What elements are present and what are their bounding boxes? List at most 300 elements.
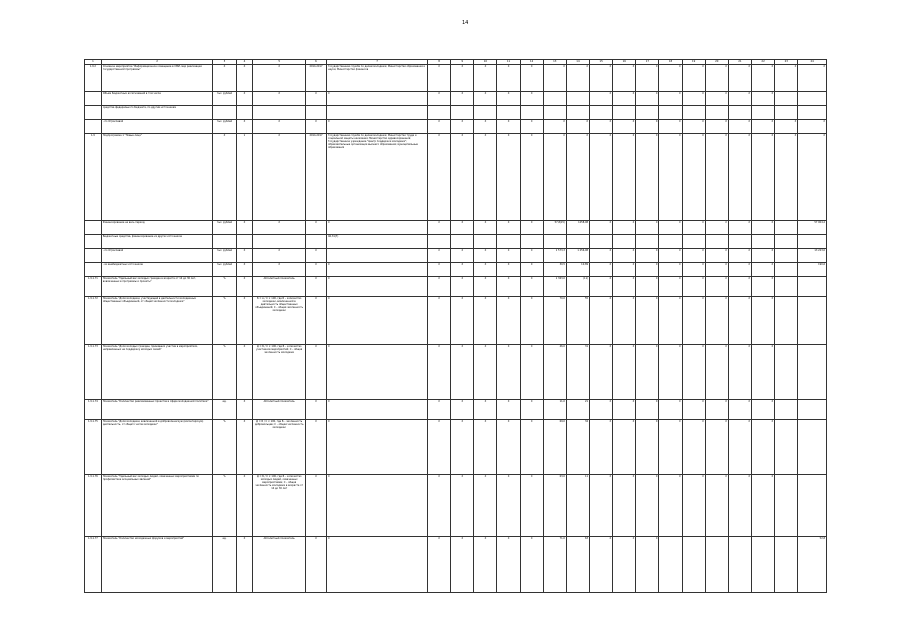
table-cell: Х (682, 263, 705, 277)
table-cell: Х (543, 65, 566, 92)
table-cell: Х (451, 134, 474, 221)
table-cell: Х (682, 65, 705, 92)
table-cell: Х (428, 249, 451, 263)
table-cell: Х (451, 263, 474, 277)
table-cell: Х (327, 475, 428, 537)
table-cell: Х (451, 537, 474, 593)
table-cell: Х (305, 120, 326, 134)
row-title-cell: Показатель "Количество молодежных форумов и мероприятий" (101, 537, 213, 593)
table-cell: 57,8(15) (543, 221, 566, 235)
row-title-cell: Основное мероприятие "Информационное освещение в СМИ, мер реализации государственной программы" (101, 65, 213, 92)
table-cell: Х (253, 221, 306, 235)
table-cell: Х (636, 297, 659, 345)
table-row (85, 235, 827, 249)
table-cell: Х (451, 221, 474, 235)
column-number-cell: 22 (752, 60, 775, 65)
table-cell: Х (428, 537, 451, 593)
row-code-cell (85, 235, 102, 249)
row-title-cell: Показатель "Доля молодежи, вовлеченной в добровольческую (волонтерскую) деятельность, от общего числа молодежи" (101, 420, 213, 475)
table-cell: Х (659, 277, 682, 297)
row-code-cell: 1.9.1.Г5 (85, 420, 102, 475)
table-cell: Х (451, 92, 474, 106)
table-cell: Х (682, 420, 705, 475)
table-cell (543, 92, 566, 106)
table-cell: Х (236, 420, 253, 475)
table-cell: Х (327, 297, 428, 345)
table-cell: % (213, 475, 236, 537)
table-cell (775, 221, 798, 235)
table-cell: Х (682, 249, 705, 263)
table-cell (613, 106, 636, 120)
table-cell (566, 235, 589, 249)
table-cell: Х (253, 249, 306, 263)
table-row (85, 345, 827, 400)
row-code-cell (85, 221, 102, 235)
table-cell: Х (590, 120, 613, 134)
table-cell (543, 106, 566, 120)
table-cell: Х (659, 400, 682, 420)
row-code-cell: 1.9.2 (85, 65, 102, 92)
table-cell: Х (497, 537, 520, 593)
table-cell: Х (613, 249, 636, 263)
row-title-cell: Показатель "Количество реализованных проектов в сфере молодежной политики" (101, 400, 213, 420)
table-cell: 52,8 (798, 537, 827, 593)
table-cell: Х (728, 400, 751, 420)
table-cell: Х (497, 420, 520, 475)
column-number-cell: 6 (305, 60, 326, 65)
column-number-cell: 16 (613, 60, 636, 65)
table-cell: Х (728, 120, 751, 134)
row-code-cell: 1.9.1.Г7 (85, 537, 102, 593)
table-cell: Х (236, 297, 253, 345)
table-cell (775, 475, 798, 537)
table-cell: Х (636, 475, 659, 537)
table-cell: 57 004,2 (798, 221, 827, 235)
table-cell: Х (775, 65, 798, 92)
table-cell (253, 106, 306, 120)
table-cell: 11,0 (543, 400, 566, 420)
table-cell: Х (590, 537, 613, 593)
table-cell: Х (497, 400, 520, 420)
table-cell: Х (798, 65, 827, 92)
table-cell: ед. (213, 400, 236, 420)
table-cell: Х (451, 120, 474, 134)
table-cell: Б = А / С × 100, где Б – количество молодежи, вовлеченной в деятельность общественных объединений; С – общая численность молодежи (253, 297, 306, 345)
table-cell: Х (451, 475, 474, 537)
table-row (85, 277, 827, 297)
table-cell (236, 235, 253, 249)
table-cell: Х (752, 92, 775, 106)
table-cell: Х (520, 420, 543, 475)
table-cell: Х (451, 297, 474, 345)
table-cell: Х (305, 297, 326, 345)
table-cell: Х (236, 400, 253, 420)
table-cell: Х (236, 92, 253, 106)
table-cell: % (213, 277, 236, 297)
table-cell: Х (520, 249, 543, 263)
table-cell: Х (590, 277, 613, 297)
table-cell: 2014-2017 (305, 65, 326, 92)
table-cell: Х (497, 134, 520, 221)
table-cell: Х (305, 537, 326, 593)
column-number-cell: 10 (474, 60, 497, 65)
table-cell (497, 106, 520, 120)
table-cell (728, 537, 751, 593)
table-cell: Х (705, 297, 728, 345)
table-cell: 199,6 (798, 263, 827, 277)
table-cell: % (213, 297, 236, 345)
table-cell: Х (775, 120, 798, 134)
row-code-cell (85, 120, 102, 134)
table-cell: Х (474, 297, 497, 345)
column-number-cell: 5 (253, 60, 306, 65)
table-cell: 1 256,08 (566, 249, 589, 263)
table-cell (613, 235, 636, 249)
row-code-cell: 1.9.1.Г2 (85, 297, 102, 345)
table-row (85, 221, 827, 235)
table-cell: Х (752, 345, 775, 400)
table-cell: 11 (566, 475, 589, 537)
row-code-cell: 1.9.1.Г4 (85, 400, 102, 420)
table-cell: Х (305, 221, 326, 235)
table-cell (752, 235, 775, 249)
table-cell (775, 235, 798, 249)
table-cell (752, 106, 775, 120)
table-cell: Х (497, 297, 520, 345)
table-cell: Государственная служба по делам молодежи; Министерство труда и социальной защиты населения; Министерство здравоохранения; Государственное учреждение "Центр поддержки молодежи"; образовательные организации высшего образования; муниципальные образования (327, 134, 428, 221)
table-cell: Х (497, 345, 520, 400)
row-title-cell: Финансирование на весь период (101, 221, 213, 235)
table-cell (636, 235, 659, 249)
table-cell: Х (636, 65, 659, 92)
table-cell: 1 (236, 134, 253, 221)
table-cell: Х (520, 65, 543, 92)
table-cell (520, 106, 543, 120)
table-cell: Х (236, 263, 253, 277)
column-number-cell: 21 (728, 60, 751, 65)
table-cell: Х (590, 134, 613, 221)
table-cell: Х (682, 400, 705, 420)
table-cell: 46,0 (543, 345, 566, 400)
table-cell: Х (520, 345, 543, 400)
table-cell: Х (327, 120, 428, 134)
table-cell (497, 235, 520, 249)
table-cell: тыс. рублей (213, 221, 236, 235)
table-cell: Х (474, 120, 497, 134)
table-cell: 31 (566, 345, 589, 400)
table-cell (682, 537, 705, 593)
table-row (85, 106, 827, 120)
table-cell: 1 573,3 (543, 249, 566, 263)
table-cell: Х (474, 134, 497, 221)
table-cell: Х (659, 92, 682, 106)
row-code-cell: 1.9.1.Г6 (85, 475, 102, 537)
table-cell: Х (451, 65, 474, 92)
table-cell: Х (798, 120, 827, 134)
column-number-cell: 2 (101, 60, 213, 65)
table-cell: 21 (566, 400, 589, 420)
table-cell: Х (451, 400, 474, 420)
table-cell: Х (236, 277, 253, 297)
table-cell (798, 400, 827, 420)
table-cell: Х (428, 120, 451, 134)
table-cell (253, 235, 306, 249)
table-cell: Х (590, 475, 613, 537)
table-cell (775, 420, 798, 475)
column-number-cell: 23 (775, 60, 798, 65)
table-cell (775, 92, 798, 106)
table-cell: Х (613, 263, 636, 277)
table-cell (327, 249, 428, 263)
table-cell: Х (728, 277, 751, 297)
table-cell: Х (659, 420, 682, 475)
row-title-cell: Бюджетные средства, финансирование из других источников (101, 235, 213, 249)
table-cell: Х (305, 249, 326, 263)
table-cell: Х (613, 92, 636, 106)
table-cell (636, 106, 659, 120)
table-cell: Государственная служба по делам молодежи; Министерство образования и науки; Министерство финансов (327, 65, 428, 92)
table-cell: Х (428, 345, 451, 400)
column-number-cell: 15 (590, 60, 613, 65)
table-cell (428, 235, 451, 249)
table-cell: Х (636, 134, 659, 221)
table-cell: Х (451, 249, 474, 263)
table-cell: Х (253, 65, 306, 92)
table-cell: Х (682, 277, 705, 297)
table-row (85, 92, 827, 106)
table-cell: Х (613, 400, 636, 420)
table-cell (728, 106, 751, 120)
table-cell: Х (428, 134, 451, 221)
table-cell: Х (520, 297, 543, 345)
table-cell: Х (236, 249, 253, 263)
table-cell (798, 297, 827, 345)
table-cell: Х (428, 297, 451, 345)
table-row (85, 475, 827, 537)
table-cell: Х (520, 120, 543, 134)
table-cell: Х (236, 537, 253, 593)
table-cell (474, 235, 497, 249)
row-title-cell: - по Отраслевой (101, 249, 213, 263)
column-number-cell: 12 (520, 60, 543, 65)
table-row (85, 249, 827, 263)
column-number-cell: 14 (566, 60, 589, 65)
table-cell: Х (613, 537, 636, 593)
table-cell: Х (590, 297, 613, 345)
table-cell: Х (682, 297, 705, 345)
table-cell: 63,0 (543, 475, 566, 537)
table-cell: Х (590, 345, 613, 400)
table-cell: Х (728, 134, 751, 221)
table-cell: Х (474, 263, 497, 277)
table-cell: Х (682, 475, 705, 537)
table-cell: 1258,08 (566, 221, 589, 235)
table-cell: Х (752, 249, 775, 263)
column-number-cell: 7 (327, 60, 428, 65)
table-cell: Х (253, 134, 306, 221)
table-cell: Д = Б / С × 100, где Б – численность добровольцев; С – общая численность молодежи (253, 420, 306, 475)
table-cell: Х (474, 65, 497, 92)
table-cell (798, 106, 827, 120)
table-cell: Х (327, 345, 428, 400)
table-cell: Х (566, 134, 589, 221)
table-cell: Х (705, 120, 728, 134)
table-cell: Х (213, 134, 236, 221)
column-number-cell: 18 (659, 60, 682, 65)
table-cell (705, 537, 728, 593)
table-cell: Х (520, 263, 543, 277)
table-cell: Х (428, 263, 451, 277)
table-cell (798, 420, 827, 475)
table-cell: Х (497, 120, 520, 134)
table-cell: Х (636, 92, 659, 106)
row-code-cell: 1.9.1.Г3 (85, 345, 102, 400)
table-cell: Х (590, 92, 613, 106)
table-cell: Х (520, 537, 543, 593)
table-cell: Х (520, 277, 543, 297)
column-number-cell: 9 (451, 60, 474, 65)
table-cell: Х (705, 277, 728, 297)
table-cell: Х (636, 420, 659, 475)
table-cell: Х (613, 65, 636, 92)
table-cell: Абсолютный показатель (253, 277, 306, 297)
table-cell: Х (682, 120, 705, 134)
table-cell: 13 223,0 (798, 249, 827, 263)
table-cell (682, 106, 705, 120)
table-cell (659, 106, 682, 120)
table-cell (520, 235, 543, 249)
table-cell: Х (474, 277, 497, 297)
table-cell: 34 (566, 420, 589, 475)
table-cell (213, 235, 236, 249)
table-cell (728, 235, 751, 249)
table-cell: Х (520, 221, 543, 235)
table-cell: Х (659, 249, 682, 263)
table-cell: Х (327, 92, 428, 106)
table-cell: Х (728, 65, 751, 92)
table-cell: Х (428, 475, 451, 537)
table-cell: Х (566, 120, 589, 134)
table-cell: 1 363,0 (543, 277, 566, 297)
table-cell: Х (428, 400, 451, 420)
table-cell: Х (682, 345, 705, 400)
table-cell (590, 235, 613, 249)
table-cell (775, 277, 798, 297)
table-cell: тыс. рублей (213, 249, 236, 263)
table-cell: Х (682, 221, 705, 235)
table-cell: Х (236, 65, 253, 92)
table-row (85, 420, 827, 475)
table-cell: Х (682, 134, 705, 221)
table-cell: Абсолютный показатель (253, 537, 306, 593)
table-cell: Х (636, 249, 659, 263)
table-cell: 71,0 (543, 537, 566, 593)
table-cell: 10,89 (566, 263, 589, 277)
table-cell: Х (428, 420, 451, 475)
row-title-cell: - из внебюджетных источников (101, 263, 213, 277)
program-table (84, 59, 827, 593)
table-cell: Х (253, 92, 306, 106)
table-cell: Х (613, 277, 636, 297)
table-cell (775, 106, 798, 120)
table-cell: Х (543, 120, 566, 134)
table-cell: Х (497, 92, 520, 106)
table-cell: тыс. рублей (213, 120, 236, 134)
table-cell: Х (752, 263, 775, 277)
table-cell: Х (451, 277, 474, 297)
table-cell: Х (305, 263, 326, 277)
table-cell: Х (636, 400, 659, 420)
table-cell: 70,0 (543, 297, 566, 345)
table-cell: Х (474, 537, 497, 593)
column-number-cell: 4 (236, 60, 253, 65)
column-number-cell: 24 (798, 60, 827, 65)
table-cell: Х (752, 221, 775, 235)
table-cell: Х (305, 345, 326, 400)
table-cell: Х (590, 221, 613, 235)
column-number-cell: 8 (428, 60, 451, 65)
table-row (85, 537, 827, 593)
table-cell: Х (705, 134, 728, 221)
table-cell: Х (659, 297, 682, 345)
table-cell (659, 537, 682, 593)
table-cell: 63 (566, 537, 589, 593)
table-cell: Х (474, 420, 497, 475)
table-cell: Х (682, 92, 705, 106)
table-cell: Х (236, 120, 253, 134)
table-cell: Х (752, 420, 775, 475)
table-cell: Х (705, 420, 728, 475)
row-code-cell: 1.9 (85, 134, 102, 221)
table-cell: Х (752, 277, 775, 297)
column-number-cell: 17 (636, 60, 659, 65)
table-cell: Д = Б / С × 100, где Б – количество молодых людей, охваченных мероприятиями; С – общая численность молодежи в возрасте от 14 до 30 лет (253, 475, 306, 537)
table-cell: Х (428, 277, 451, 297)
table-cell: Х (428, 65, 451, 92)
table-cell: Х (659, 221, 682, 235)
table-cell: Х (798, 134, 827, 221)
table-cell: тыс. рублей (213, 92, 236, 106)
table-cell: Х (728, 263, 751, 277)
table-cell: Д = Б / С × 100, где Б – количество участников мероприятий; С – общая численность молодежи (253, 345, 306, 400)
row-title-cell: Показатель "Доля молодежи, участвующей в деятельности молодежных общественных объединений, от общей численности молодежи" (101, 297, 213, 345)
table-cell: (11) (566, 277, 589, 297)
table-cell: Х (305, 420, 326, 475)
table-cell (775, 297, 798, 345)
row-title-cell: Показатель "Удельный вес молодых людей, охваченных мероприятиями по профилактике асоциальных явлений" (101, 475, 213, 537)
table-cell: Х (305, 400, 326, 420)
table-cell (451, 106, 474, 120)
table-cell (213, 106, 236, 120)
table-row (85, 65, 827, 92)
table-cell: Х (728, 249, 751, 263)
table-cell: Х (305, 92, 326, 106)
table-cell: 2014-2017 (305, 134, 326, 221)
table-cell: Х (705, 65, 728, 92)
table-cell (451, 235, 474, 249)
table-cell: Х (775, 134, 798, 221)
row-title-cell: средства федерального бюджета, по другим источникам (101, 106, 213, 120)
table-cell (566, 106, 589, 120)
table-cell (798, 92, 827, 106)
table-cell: Х (213, 65, 236, 92)
table-cell: тыс. рублей (213, 263, 236, 277)
table-cell: Х (728, 345, 751, 400)
table-cell: Х (728, 297, 751, 345)
table-cell: Х (428, 221, 451, 235)
table-cell: Х (613, 475, 636, 537)
table-cell: Х (752, 120, 775, 134)
